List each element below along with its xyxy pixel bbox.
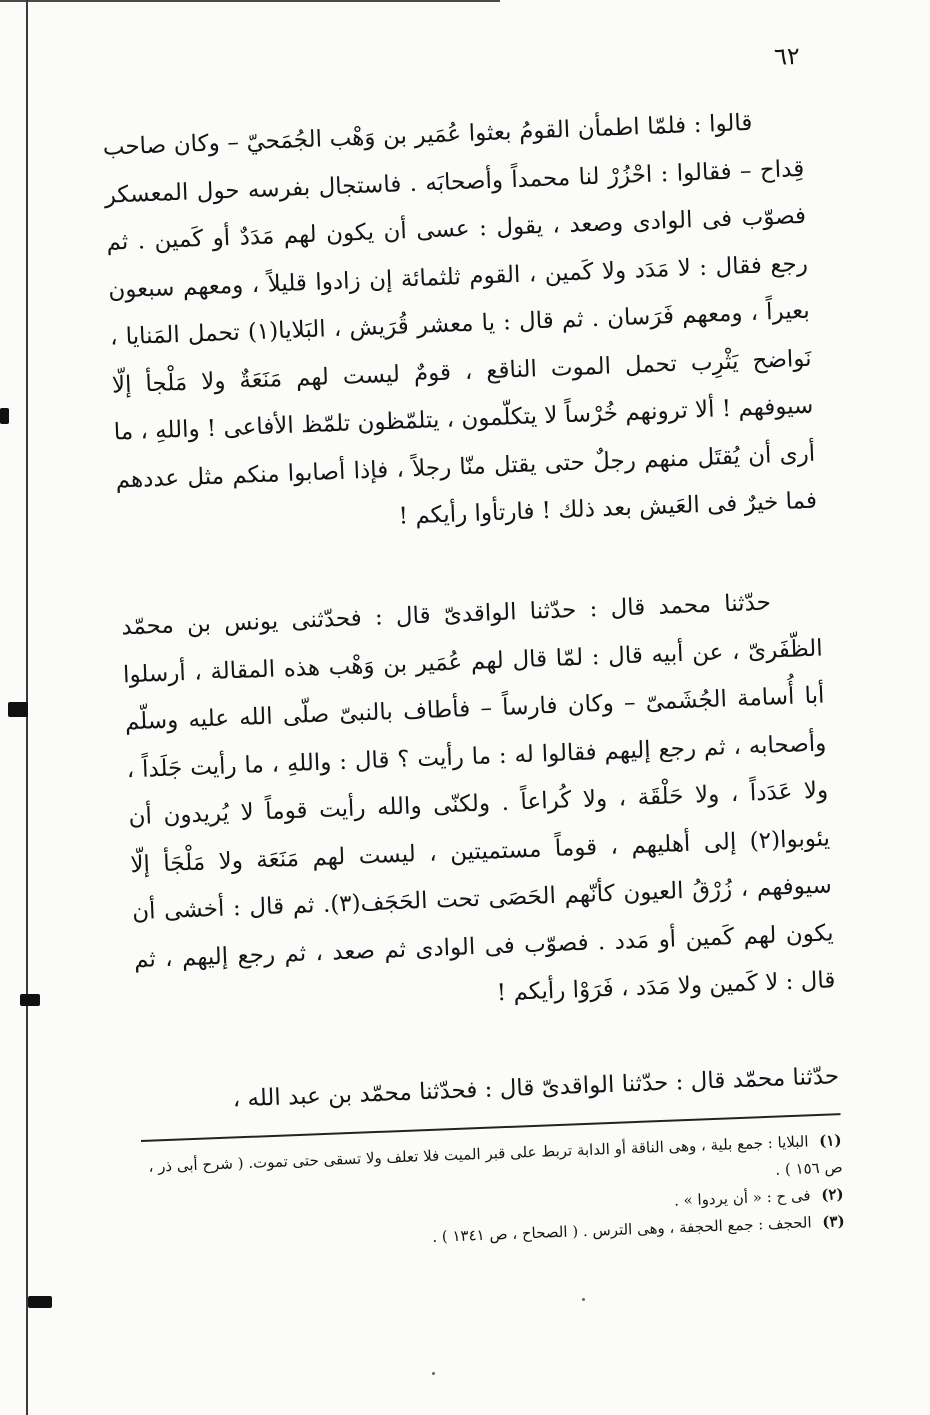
footnote-text: الحجف : جمع الحجفة ، وهى الترس . ( الصحاح ، ص ١٣٤١ ) . bbox=[431, 1213, 812, 1246]
binding-mark bbox=[20, 994, 40, 1006]
footnote-text: فى ح : « أن يردوا » . bbox=[673, 1186, 811, 1210]
footnote-number: (١) bbox=[818, 1131, 842, 1150]
binding-mark bbox=[0, 408, 9, 424]
body-paragraph: حدّثنا محمّد قال : حدّثنا الواقدىّ قال : فحدّثنا محمّد بن عبد الله ، bbox=[232, 1063, 840, 1113]
scan-top-edge-line bbox=[0, 0, 500, 2]
footnotes bbox=[142, 1127, 846, 1262]
page-number: ٦٢ bbox=[773, 41, 801, 71]
footnote-number: (٢) bbox=[820, 1185, 844, 1204]
body-paragraph: حدّثنا محمد قال : حدّثنا الواقدىّ قال : فحدّثنى يونس بن محمّد الظّفَرىّ ، عن أبيه قال : لمّا قال لهم عُمَير بن وَهْب هذه المقالة ، أرسلوا أبا أُسامة الجُشَمىّ – وكان فارساً – فأطاف بالنبىّ صلّى الله عليه وسلّم وأصحابه ، ثم رجع إليهم فقالوا له : ما رأيت ؟ قال : واللهِ ، ما رأيت جَلَداً ، ولا عَدَداً ، ولا حَلْقَة ، ولا كُراعاً . ولكنّى والله رأيت قوماً لا يُريدون أن يئوبوا(٢) إلى أهليهم ، قوماً مستميتين ، ليست لهم مَنَعَة ولا مَلْجَأ إلّا سيوفهم ، زُرْقُ العيون كأنّهم الحَصَى تحت الحَجَف(٣). ثم قال : أخشى أن يكون لهم كَمين أو مَدد . فصوّب فى الوادى ثم صعد ، ثم رجع إليهم ، ثم قال : لا كَمين ولا مَدَد ، فَرَوْا رأيكم ! bbox=[120, 589, 836, 1007]
footnote-text: البلايا : جمع بلية ، وهى الناقة أو الدابة تربط على قبر الميت فلا تعلف ولا تسقى حتى تموت. ( شرح أبى ذر ، ص ١٥٦ ) . bbox=[148, 1132, 843, 1179]
body-paragraph: قالوا : فلمّا اطمأن القومُ بعثوا عُمَير بن وَهْب الجُمَحيّ – وكان صاحب قِداح – فقالوا : احْزُرْ لنا محمداً وأصحابَه . فاستجال بفرسه حول المعسكر فصوّب فى الوادى وصعد ، يقول : عسى أن يكون لهم مَدَدٌ أو كَمين . ثم رجع فقال : لا مَدَد ولا كَمين ، القوم ثلثمائة إن زادوا قليلاً ، ومعهم سبعون بعيراً ، ومعهم فَرَسان . ثم قال : يا معشر قُرَيش ، البَلايا(١) تحمل المَنايا ، نَواضح يَثْرِب تحمل الموت الناقع ، قومٌ ليست لهم مَنَعَةٌ ولا مَلْجأ إلّا سيوفهم ! ألا ترونهم خُرْساً لا يتكلّمون ، يتلمّظون تلمّظ الأفاعى ! واللهِ ، ما أرى أن يُقتَل منهم رجلٌ حتى يقتل منّا رجلاً ، فإذا أصابوا منكم مثل عددهم فما خيرٌ فى العَيش بعد ذلك ! فارتأوا رأيكم ! bbox=[102, 109, 818, 530]
binding-mark bbox=[8, 702, 28, 717]
book-page bbox=[100, 42, 851, 1398]
binding-mark bbox=[28, 1296, 52, 1308]
footnote-number: (٣) bbox=[822, 1212, 845, 1231]
